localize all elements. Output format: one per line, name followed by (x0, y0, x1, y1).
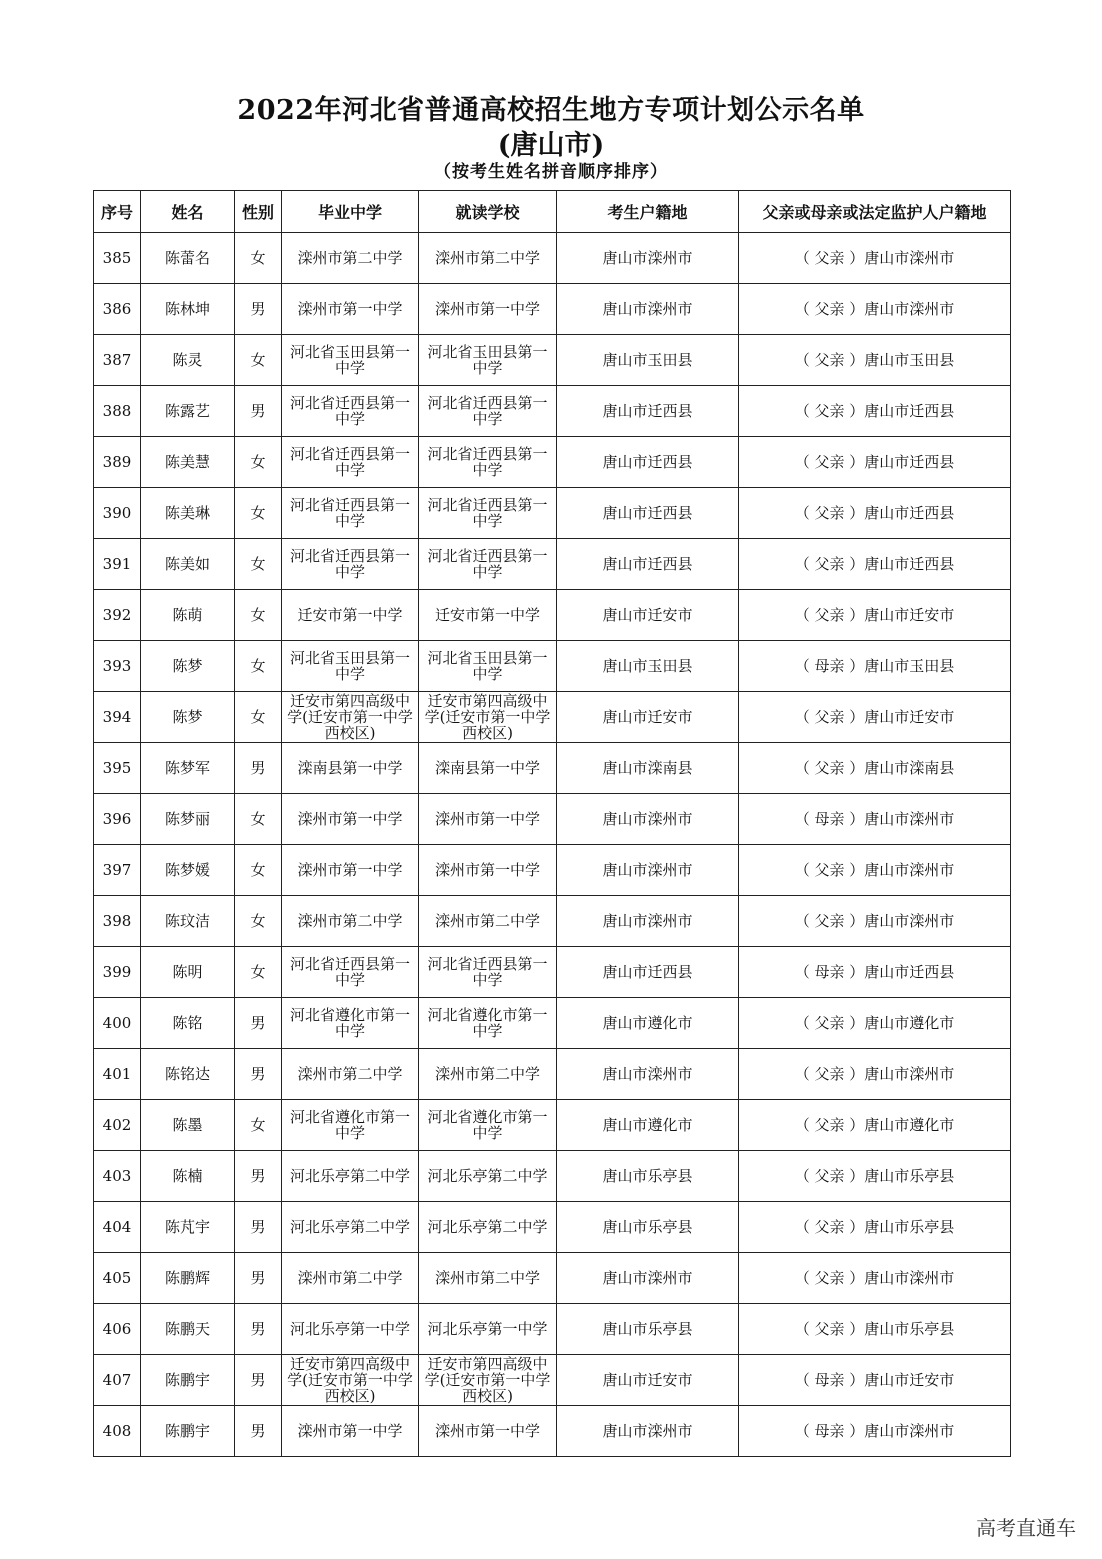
gender-cell: 女 (235, 590, 282, 641)
guardian-hukou-cell: （ 父亲 ）唐山市迁西县 (739, 539, 1011, 590)
hukou-cell: 唐山市滦州市 (557, 1406, 739, 1457)
hukou-cell: 唐山市迁西县 (557, 947, 739, 998)
current-school-cell: 滦州市第一中学 (419, 1406, 557, 1457)
guardian-hukou-cell: （ 父亲 ）唐山市滦州市 (739, 1253, 1011, 1304)
row-number-cell: 387 (94, 335, 141, 386)
current-school-cell: 河北省玉田县第一中学 (419, 335, 557, 386)
row-number-cell: 399 (94, 947, 141, 998)
watermark: 高考直通车 (976, 1516, 1076, 1540)
current-school-cell: 滦南县第一中学 (419, 743, 557, 794)
row-number-cell: 390 (94, 488, 141, 539)
name-cell: 陈露艺 (141, 386, 235, 437)
table-row (94, 641, 1011, 692)
table-row (94, 1355, 1011, 1406)
guardian-hukou-cell: （ 父亲 ）唐山市乐亭县 (739, 1304, 1011, 1355)
guardian-hukou-cell: （ 母亲 ）唐山市迁安市 (739, 1355, 1011, 1406)
graduation-school-cell: 滦州市第二中学 (282, 233, 419, 284)
hukou-cell: 唐山市滦州市 (557, 845, 739, 896)
guardian-hukou-cell: （ 父亲 ）唐山市滦州市 (739, 896, 1011, 947)
row-number-cell: 408 (94, 1406, 141, 1457)
graduation-school-cell: 滦州市第二中学 (282, 1253, 419, 1304)
gender-cell: 男 (235, 1202, 282, 1253)
table-row (94, 998, 1011, 1049)
guardian-hukou-cell: （ 父亲 ）唐山市乐亭县 (739, 1202, 1011, 1253)
gender-cell: 男 (235, 1355, 282, 1406)
table-row (94, 284, 1011, 335)
current-school-cell: 迁安市第一中学 (419, 590, 557, 641)
current-school-cell: 滦州市第二中学 (419, 896, 557, 947)
gender-cell: 女 (235, 794, 282, 845)
hukou-cell: 唐山市乐亭县 (557, 1202, 739, 1253)
current-school-cell: 河北省迁西县第一中学 (419, 539, 557, 590)
guardian-hukou-cell: （ 母亲 ）唐山市玉田县 (739, 641, 1011, 692)
hukou-cell: 唐山市乐亭县 (557, 1304, 739, 1355)
graduation-school-cell: 滦州市第二中学 (282, 1049, 419, 1100)
name-cell: 陈芃宇 (141, 1202, 235, 1253)
graduation-school-cell: 滦州市第二中学 (282, 896, 419, 947)
current-school-cell: 迁安市第四高级中学(迁安市第一中学西校区) (419, 692, 557, 743)
guardian-hukou-cell: （ 父亲 ）唐山市迁安市 (739, 692, 1011, 743)
table-row (94, 539, 1011, 590)
current-school-cell: 滦州市第二中学 (419, 233, 557, 284)
hukou-cell: 唐山市滦州市 (557, 794, 739, 845)
hukou-cell: 唐山市滦州市 (557, 1049, 739, 1100)
gender-cell: 男 (235, 1406, 282, 1457)
graduation-school-cell: 河北省迁西县第一中学 (282, 947, 419, 998)
gender-cell: 男 (235, 743, 282, 794)
hukou-cell: 唐山市玉田县 (557, 335, 739, 386)
gender-cell: 女 (235, 233, 282, 284)
hukou-cell: 唐山市迁安市 (557, 692, 739, 743)
row-number-cell: 405 (94, 1253, 141, 1304)
gender-cell: 女 (235, 1100, 282, 1151)
hukou-cell: 唐山市滦州市 (557, 233, 739, 284)
row-number-cell: 393 (94, 641, 141, 692)
graduation-school-cell: 河北乐亭第二中学 (282, 1151, 419, 1202)
header-cell: 姓名 (141, 191, 235, 233)
guardian-hukou-cell: （ 母亲 ）唐山市滦州市 (739, 1406, 1011, 1457)
table-row (94, 1253, 1011, 1304)
guardian-hukou-cell: （ 父亲 ）唐山市乐亭县 (739, 1151, 1011, 1202)
name-cell: 陈玟洁 (141, 896, 235, 947)
graduation-school-cell: 河北省遵化市第一中学 (282, 1100, 419, 1151)
guardian-hukou-cell: （ 母亲 ）唐山市滦州市 (739, 794, 1011, 845)
table-row (94, 743, 1011, 794)
table-row (94, 1202, 1011, 1253)
table-row (94, 692, 1011, 743)
name-cell: 陈铭 (141, 998, 235, 1049)
name-cell: 陈美慧 (141, 437, 235, 488)
row-number-cell: 385 (94, 233, 141, 284)
hukou-cell: 唐山市迁西县 (557, 539, 739, 590)
hukou-cell: 唐山市滦州市 (557, 284, 739, 335)
roster-table (93, 190, 1011, 1457)
hukou-cell: 唐山市滦南县 (557, 743, 739, 794)
row-number-cell: 407 (94, 1355, 141, 1406)
guardian-hukou-cell: （ 父亲 ）唐山市遵化市 (739, 1100, 1011, 1151)
guardian-hukou-cell: （ 父亲 ）唐山市滦州市 (739, 1049, 1011, 1100)
current-school-cell: 河北乐亭第一中学 (419, 1304, 557, 1355)
graduation-school-cell: 河北省遵化市第一中学 (282, 998, 419, 1049)
name-cell: 陈鹏辉 (141, 1253, 235, 1304)
hukou-cell: 唐山市滦州市 (557, 896, 739, 947)
gender-cell: 女 (235, 488, 282, 539)
table-row (94, 1049, 1011, 1100)
graduation-school-cell: 河北省迁西县第一中学 (282, 539, 419, 590)
gender-cell: 男 (235, 386, 282, 437)
guardian-hukou-cell: （ 母亲 ）唐山市迁西县 (739, 947, 1011, 998)
graduation-school-cell: 河北省迁西县第一中学 (282, 488, 419, 539)
name-cell: 陈梦 (141, 641, 235, 692)
graduation-school-cell: 迁安市第四高级中学(迁安市第一中学西校区) (282, 692, 419, 743)
table-row (94, 1151, 1011, 1202)
guardian-hukou-cell: （ 父亲 ）唐山市迁西县 (739, 488, 1011, 539)
name-cell: 陈梦 (141, 692, 235, 743)
name-cell: 陈梦媛 (141, 845, 235, 896)
table-row (94, 896, 1011, 947)
hukou-cell: 唐山市滦州市 (557, 1253, 739, 1304)
gender-cell: 男 (235, 1151, 282, 1202)
graduation-school-cell: 滦南县第一中学 (282, 743, 419, 794)
name-cell: 陈墨 (141, 1100, 235, 1151)
row-number-cell: 400 (94, 998, 141, 1049)
current-school-cell: 河北省玉田县第一中学 (419, 641, 557, 692)
guardian-hukou-cell: （ 父亲 ）唐山市滦州市 (739, 284, 1011, 335)
current-school-cell: 滦州市第二中学 (419, 1253, 557, 1304)
current-school-cell: 滦州市第二中学 (419, 1049, 557, 1100)
hukou-cell: 唐山市迁安市 (557, 590, 739, 641)
table-row (94, 1406, 1011, 1457)
table-row (94, 794, 1011, 845)
name-cell: 陈美如 (141, 539, 235, 590)
row-number-cell: 389 (94, 437, 141, 488)
table-row (94, 335, 1011, 386)
current-school-cell: 滦州市第一中学 (419, 794, 557, 845)
table-row (94, 590, 1011, 641)
row-number-cell: 392 (94, 590, 141, 641)
row-number-cell: 403 (94, 1151, 141, 1202)
row-number-cell: 398 (94, 896, 141, 947)
graduation-school-cell: 滦州市第一中学 (282, 1406, 419, 1457)
row-number-cell: 388 (94, 386, 141, 437)
graduation-school-cell: 河北省玉田县第一中学 (282, 641, 419, 692)
hukou-cell: 唐山市迁西县 (557, 386, 739, 437)
guardian-hukou-cell: （ 父亲 ）唐山市玉田县 (739, 335, 1011, 386)
gender-cell: 女 (235, 437, 282, 488)
gender-cell: 女 (235, 947, 282, 998)
name-cell: 陈铭达 (141, 1049, 235, 1100)
name-cell: 陈美琳 (141, 488, 235, 539)
current-school-cell: 河北省迁西县第一中学 (419, 437, 557, 488)
header-cell: 毕业中学 (282, 191, 419, 233)
gender-cell: 男 (235, 1253, 282, 1304)
table-row (94, 437, 1011, 488)
current-school-cell: 河北省遵化市第一中学 (419, 1100, 557, 1151)
hukou-cell: 唐山市玉田县 (557, 641, 739, 692)
gender-cell: 男 (235, 998, 282, 1049)
name-cell: 陈楠 (141, 1151, 235, 1202)
name-cell: 陈明 (141, 947, 235, 998)
header-cell: 就读学校 (419, 191, 557, 233)
graduation-school-cell: 迁安市第四高级中学(迁安市第一中学西校区) (282, 1355, 419, 1406)
guardian-hukou-cell: （ 父亲 ）唐山市滦州市 (739, 233, 1011, 284)
name-cell: 陈鹏宇 (141, 1406, 235, 1457)
row-number-cell: 397 (94, 845, 141, 896)
name-cell: 陈林坤 (141, 284, 235, 335)
graduation-school-cell: 河北乐亭第一中学 (282, 1304, 419, 1355)
table-row (94, 233, 1011, 284)
hukou-cell: 唐山市遵化市 (557, 1100, 739, 1151)
gender-cell: 男 (235, 284, 282, 335)
hukou-cell: 唐山市乐亭县 (557, 1151, 739, 1202)
table-row (94, 845, 1011, 896)
current-school-cell: 河北乐亭第二中学 (419, 1151, 557, 1202)
hukou-cell: 唐山市迁西县 (557, 488, 739, 539)
document-title: 2022年河北省普通高校招生地方专项计划公示名单 (237, 95, 865, 126)
graduation-school-cell: 滦州市第一中学 (282, 845, 419, 896)
table-row (94, 488, 1011, 539)
name-cell: 陈蕾名 (141, 233, 235, 284)
table-row (94, 386, 1011, 437)
gender-cell: 女 (235, 335, 282, 386)
row-number-cell: 391 (94, 539, 141, 590)
gender-cell: 女 (235, 641, 282, 692)
guardian-hukou-cell: （ 父亲 ）唐山市迁西县 (739, 437, 1011, 488)
name-cell: 陈梦丽 (141, 794, 235, 845)
graduation-school-cell: 河北省迁西县第一中学 (282, 386, 419, 437)
guardian-hukou-cell: （ 父亲 ）唐山市滦南县 (739, 743, 1011, 794)
current-school-cell: 滦州市第一中学 (419, 845, 557, 896)
document-subtitle-city: (唐山市) (497, 130, 605, 161)
gender-cell: 女 (235, 539, 282, 590)
graduation-school-cell: 迁安市第一中学 (282, 590, 419, 641)
guardian-hukou-cell: （ 父亲 ）唐山市遵化市 (739, 998, 1011, 1049)
gender-cell: 男 (235, 1049, 282, 1100)
gender-cell: 女 (235, 692, 282, 743)
document-sort-note: （按考生姓名拼音顺序排序） (434, 162, 668, 182)
gender-cell: 女 (235, 845, 282, 896)
guardian-hukou-cell: （ 父亲 ）唐山市迁西县 (739, 386, 1011, 437)
name-cell: 陈灵 (141, 335, 235, 386)
header-cell: 考生户籍地 (557, 191, 739, 233)
current-school-cell: 滦州市第一中学 (419, 284, 557, 335)
row-number-cell: 394 (94, 692, 141, 743)
row-number-cell: 402 (94, 1100, 141, 1151)
name-cell: 陈鹏天 (141, 1304, 235, 1355)
current-school-cell: 河北乐亭第二中学 (419, 1202, 557, 1253)
current-school-cell: 河北省迁西县第一中学 (419, 947, 557, 998)
name-cell: 陈梦军 (141, 743, 235, 794)
current-school-cell: 迁安市第四高级中学(迁安市第一中学西校区) (419, 1355, 557, 1406)
name-cell: 陈鹏宇 (141, 1355, 235, 1406)
row-number-cell: 396 (94, 794, 141, 845)
graduation-school-cell: 河北乐亭第二中学 (282, 1202, 419, 1253)
guardian-hukou-cell: （ 父亲 ）唐山市滦州市 (739, 845, 1011, 896)
table-row (94, 1100, 1011, 1151)
hukou-cell: 唐山市迁西县 (557, 437, 739, 488)
hukou-cell: 唐山市遵化市 (557, 998, 739, 1049)
table-row (94, 947, 1011, 998)
graduation-school-cell: 滦州市第一中学 (282, 284, 419, 335)
table-row (94, 1304, 1011, 1355)
header-cell: 序号 (94, 191, 141, 233)
row-number-cell: 401 (94, 1049, 141, 1100)
current-school-cell: 河北省遵化市第一中学 (419, 998, 557, 1049)
table-header-row (94, 191, 1011, 233)
graduation-school-cell: 河北省迁西县第一中学 (282, 437, 419, 488)
current-school-cell: 河北省迁西县第一中学 (419, 488, 557, 539)
header-cell: 父亲或母亲或法定监护人户籍地 (739, 191, 1011, 233)
header-cell: 性别 (235, 191, 282, 233)
hukou-cell: 唐山市迁安市 (557, 1355, 739, 1406)
row-number-cell: 404 (94, 1202, 141, 1253)
gender-cell: 女 (235, 896, 282, 947)
graduation-school-cell: 河北省玉田县第一中学 (282, 335, 419, 386)
row-number-cell: 386 (94, 284, 141, 335)
row-number-cell: 406 (94, 1304, 141, 1355)
gender-cell: 男 (235, 1304, 282, 1355)
current-school-cell: 河北省迁西县第一中学 (419, 386, 557, 437)
row-number-cell: 395 (94, 743, 141, 794)
name-cell: 陈萌 (141, 590, 235, 641)
guardian-hukou-cell: （ 父亲 ）唐山市迁安市 (739, 590, 1011, 641)
graduation-school-cell: 滦州市第一中学 (282, 794, 419, 845)
